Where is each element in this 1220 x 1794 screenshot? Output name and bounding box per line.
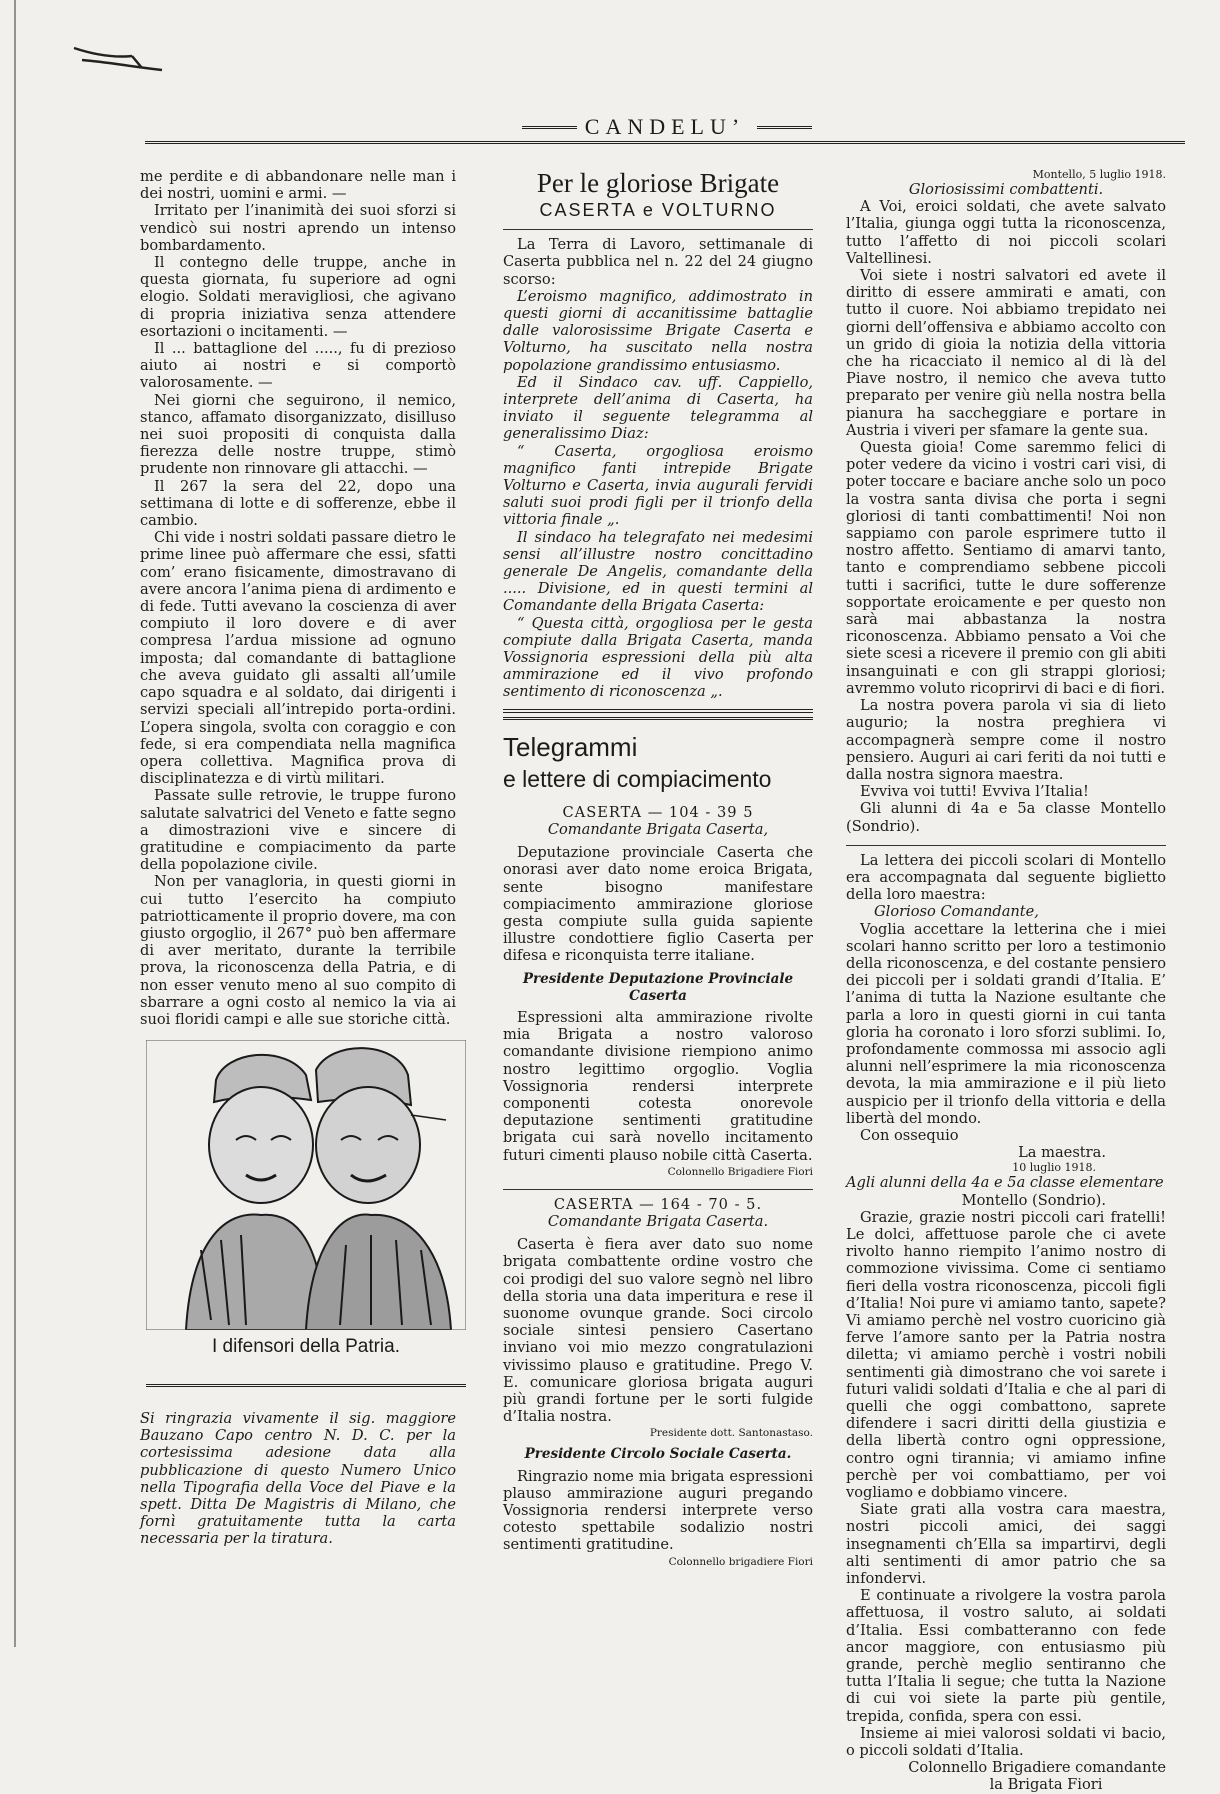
divider-double [503,717,813,720]
divider-double [503,709,813,713]
letter-dateline: Montello, 5 luglio 1918. [1032,168,1166,181]
article-paragraph: Ed il Sindaco cav. uff. Cappiello, interprete dell’anima di Caserta, ha inviato il seguente telegramma al generalissimo Diaz: [503,373,813,443]
column-center [503,168,813,1573]
letter-dateline: 10 luglio 1918. [1012,1161,1096,1175]
acknowledgement-note: Si ringrazia vivamente il sig. maggiore Bauzano Capo centro N. D. C. per la cortesissima adesione data alla pubblicazione di questo Numero Unico nella Tipografia della Voce del Piave e la spett. Ditta De Magistris di Milano, che fornì gratuitamente tutta la carta necessaria per la tiratura. [140,1410,456,1548]
telegrams-headline: Telegrammi [503,731,638,762]
article-headline: Per le gloriose Brigate [536,168,780,198]
caption-double-rule [146,1384,466,1387]
telegram-header: CASERTA — 104 - 39 5 [562,803,754,821]
letter-closing: Con ossequio [860,1126,959,1144]
letter-address: Agli alunni della 4a e 5a classe elementare [846,1174,1164,1192]
article-paragraph: L’eroismo magnifico, addimostrato in questi giorni di accanitissime battaglie dalle valorosissime Brigate Caserta e Volturno, ha suscitato nella nostra popolazione grandissimo entusiasmo. [503,287,813,374]
letter-signature: Colonnello Brigadiere comandante [908,1759,1166,1777]
illustration-caption: I difensori della Patria. [212,1336,400,1357]
letter-signature: La maestra. [1018,1144,1106,1162]
reply-signature: Colonnello Brigadiere Fiori [667,1165,813,1178]
soldiers-illustration [146,1040,466,1330]
telegram-reply: Ringrazio nome mia brigata espressioni plauso ammirazione auguri pregando Vossignoria rendersi interprete verso cotesto spettabile sodalizio nostri sentimenti gratitudine. [503,1467,813,1554]
letter-salutation: Gloriosissimi combattenti. [908,181,1104,198]
pen-scribble-mark [72,40,182,80]
divider [846,845,1166,846]
letter-paragraph: Voi siete i nostri salvatori ed avete il diritto di essere ammirati e amati, con tutto il cuore. Noi abbiamo trepidato nei giorni dell’offensiva e abbiamo accolto con un grido di gioia la notizia della vittoria che ha ricacciato il nemico al di là del Piave nostro, il nemico che aveva tutto preparato per venire giù nella nostra bella pianura ha saccheggiare e portare in Austria i viveri per sfamare la gente sua. [846,267,1166,439]
telegram-addressee: Comandante Brigata Caserta, [547,820,769,838]
telegram-body: Deputazione provinciale Caserta che onorasi aver dato nome eroica Brigata, sente bisogno manifestare compiacimento ammirazione gloriose gesta compiute sulla guida sapiente illustre condottiere figlio Caserta per difesa e riconquista terre italiane. [503,844,813,965]
telegram-header: CASERTA — 164 - 70 - 5. [553,1195,763,1213]
telegram-reply: Espressioni alta ammirazione rivolte mia Brigata a nostro valoroso comandante divisione riempiono animo nostro legittimo orgoglio. Voglia Vossignoria rendersi interprete componenti cotesta onorevole deputazione sentimenti gratitudine brigata cui sarà novello incitamento futuri cimenti plauso nobile città Caserta. [503,1008,813,1164]
letter-paragraph: Grazie, grazie nostri piccoli cari fratelli! Le dolci, affettuose parole che ci avete rivolto hanno riempito l’animo nostro di commozione vivissima. Come ci sentiamo fieri della vostra riconoscenza, piccoli figli d’Italia! Noi pure vi amiamo tanto, sapete? Vi amiamo perchè nel vostro cuoricino già ferve l’amore santo per la Patria nostra diletta; vi amiamo perchè i vostri nobili sentimenti già dimostrano che voi sarete i futuri validi soldati d’Italia e che al pari di quelli che oggi combattono, saprete difendere i sacri diritti della giustizia e della libertà contro ogni oppressione, contro ogni tirannia; vi amiamo infine perchè per voi combattiamo, per voi vogliamo e dobbiamo vincere. [846,1208,1166,1502]
reply-signature: Colonnello brigadiere Fiori [668,1555,813,1568]
letter-paragraph: La nostra povera parola vi sia di lieto augurio; la nostra preghiera vi accompagnerà sempre come il nostro pensiero. Auguri ai cari feriti da noi tutti e dalla nostra signora maestra. [846,697,1166,783]
article-paragraph: Il ... battaglione del ....., fu di prezioso aiuto ai nostri e si comportò valorosamente. — [140,340,456,392]
article-paragraph: Il contegno delle truppe, anche in questa giornata, fu superiore ad ogni elogio. Soldati meravigliosi, che agivano di propria iniziativa senza attendere esortazioni o incitamenti. — [140,254,456,340]
article-intro: La Terra di Lavoro, settimanale di Caserta pubblica nel n. 22 del 24 giugno scorso: [503,236,813,288]
article-paragraph: Chi vide i nostri soldati passare dietro le prime linee può affermare che essi, sfatti com’ erano fisicamente, dimostravano di avere ancora l’anima piena di ardimento e di fede. Tutti avevano la coscienza di aver compiuto il loro dovere e di aver compresa l’ardua missione ad ognuno imposta; dal comandante di battaglione che aveva guidato gli assalti all’umile capo squadra e al soldato, dai dirigenti i servizi speciali all’intrepido porta-ordini. L’opera singola, svolta con coraggio e con fede, si era compendiata nella magnifica opera collettiva. Magnifica prova di disciplinatezza e di virtù militari. [140,529,456,788]
article-paragraph: “ Caserta, orgogliosa eroismo magnifico fanti intrepide Brigate Volturno e Caserta, invia augurali fervidi saluti suoi prodi figli per il trionfo della vittoria finale „. [503,442,813,529]
article-paragraph: Il sindaco ha telegrafato nei medesimi sensi all’illustre nostro concittadino generale De Angelis, comandante della ..... Divisione, ed in questi termini al Comandante della Brigata Caserta: [503,528,813,615]
letter-address: Montello (Sondrio). [961,1191,1106,1209]
letter-signature: Gli alunni di 4a e 5a classe Montello (Sondrio). [846,800,1166,835]
article-subheadline: CASERTA e VOLTURNO [539,200,777,220]
letter-intro: La lettera dei piccoli scolari di Montello era accompagnata dal seguente biglietto della loro maestra: [846,851,1166,904]
telegram-signature: Presidente Circolo Sociale Caserta. [524,1446,792,1463]
article-paragraph: Passate sulle retrovie, le truppe furono salutate salvatrici del Veneto e fatte segno a dimostrazioni vive e sincere di gratitudine e compiacimento da parte della popolazione civile. [140,787,456,874]
page-edge-line [14,0,16,1647]
letter-paragraph: E continuate a rivolgere la vostra parola affettuosa, il vostro saluto, ai soldati d’Italia. Essi combatteranno con fede ancor maggiore, con entusiasmo più grande, perchè meglio sentiranno che tutta l’Italia li segue; che tutta la Nazione di cui voi siete la parte più gentile, trepida, confida, spera con essi. [846,1587,1166,1725]
telegram-addressee: Comandante Brigata Caserta. [547,1212,769,1230]
article-paragraph: Non per vanagloria, in questi giorni in cui tutto l’esercito ha compiuto patriotticamente il proprio dovere, ma con giusto orgoglio, il 267° può ben affermare di aver meritato, durante la terribile prova, la riconoscenza della Patria, e di non esser venuto meno al suo compito di sbarrare a ogni costo al nemico la via ai suoi floridi campi e alle sue storiche città. [140,873,456,1028]
letter-salutation: Glorioso Comandante, [874,903,1039,921]
article-paragraph: “ Questa città, orgogliosa per le gesta compiute dalla Brigata Caserta, manda Vossignoria espressioni della più alta ammirazione ed il vivo profondo sentimento di riconoscenza „. [503,614,813,701]
divider [503,229,813,230]
telegram-signature: Presidente Deputazione Provinciale Caserta [522,970,794,1004]
masthead-title: CANDELU’ [584,114,746,139]
letter-paragraph: Insieme ai miei valorosi soldati vi bacio, o piccoli soldati d’Italia. [846,1724,1166,1760]
telegram-body: Caserta è fiera aver dato suo nome brigata combattente ordine vostro che coi prodigi del suo valore segnò nel libro della storia una data imperitura e rese il suonome ovunque grande. Soci circolo sociale sintesi pensiero Casertano inviano voi mio mezzo congratulazioni vivissimo plauso e gratitudine. Prego V. E. comunicare gloriosa brigata auguri più grandi fortune per le sorti fulgide d’Italia nostra. [503,1236,813,1426]
telegram-small-signature: Presidente dott. Santonastaso. [649,1427,813,1440]
header-double-rule [145,141,1185,144]
letter-paragraph: Siate grati alla vostra cara maestra, nostri piccoli amici, dei saggi insegnamenti ch’Ella sa impartirvi, degli alti sentimenti di amor patrio che sa infondervi. [846,1501,1166,1588]
article-paragraph: Nei giorni che seguirono, il nemico, stanco, affamato disorganizzato, disilluso nei suoi propositi di conquista dalla fierezza delle nostre truppe, stimò prudente non rinnovare gli attacchi. — [140,391,456,478]
letter-paragraph: Evviva voi tutti! Evviva l’Italia! [860,783,1089,801]
letter-signature: la Brigata Fiori [989,1776,1103,1794]
telegrams-subheadline: e lettere di compiacimento [503,765,772,792]
letter-paragraph: Voglia accettare la letterina che i miei scolari hanno scritto per loro a testimonio della riconoscenza, e del costante pensiero dei piccoli per i soldati grandi d’Italia. E’ l’anima di tutta la Nazione esultante che parla a loro in questi giorni in cui tanta gloria ha coronato i loro sforzi sublimi. Io, profondamente commossa mi associo agli alunni nell’esprimere la mia riconoscenza devota, la mia ammirazione e il più lieto auspicio per il trionfo della vittoria e della libertà del mondo. [846,920,1166,1127]
masthead-rule-right [757,126,812,129]
article-paragraph: Irritato per l’inanimità dei suoi sforzi si vendicò sui nostri aprendo un intenso bombardamento. [140,202,456,254]
article-paragraph: Il 267 la sera del 22, dopo una settimana di lotte e di sofferenze, ebbe il cambio. [140,477,456,530]
divider [503,1189,813,1190]
letter-paragraph: A Voi, eroici soldati, che avete salvato l’Italia, giunga oggi tutta la riconoscenza, tutto l’affetto di noi piccoli scolari Valtellinesi. [846,198,1166,267]
letter-paragraph: Questa gioia! Come saremmo felici di poter vedere da vicino i vostri cari visi, di poter toccare e baciare anche solo un poco la vostra santa divisa che porta i segni gloriosi di tanti combattimenti! Noi non sappiamo con parole esprimere tutto il nostro affetto. Sentiamo di amarvi tanto, tanto e comprendiamo sebbene piccoli tutti i sacrifici, tutte le dure sofferenze sopportate eroicamente e per questo non sarà mai abbastanza la nostra riconoscenza. Abbiamo pensato a Voi che siete scesi a ricevere il premio con gli abiti insanguinati e con gli strappi gloriosi; avremmo voluto ricoprirvi di baci e di fiori. [846,439,1166,697]
column-right [846,168,1166,1794]
article-paragraph: me perdite e di abbandonare nelle man i dei nostri, uomini e armi. — [140,168,456,203]
column-left [140,168,456,1028]
